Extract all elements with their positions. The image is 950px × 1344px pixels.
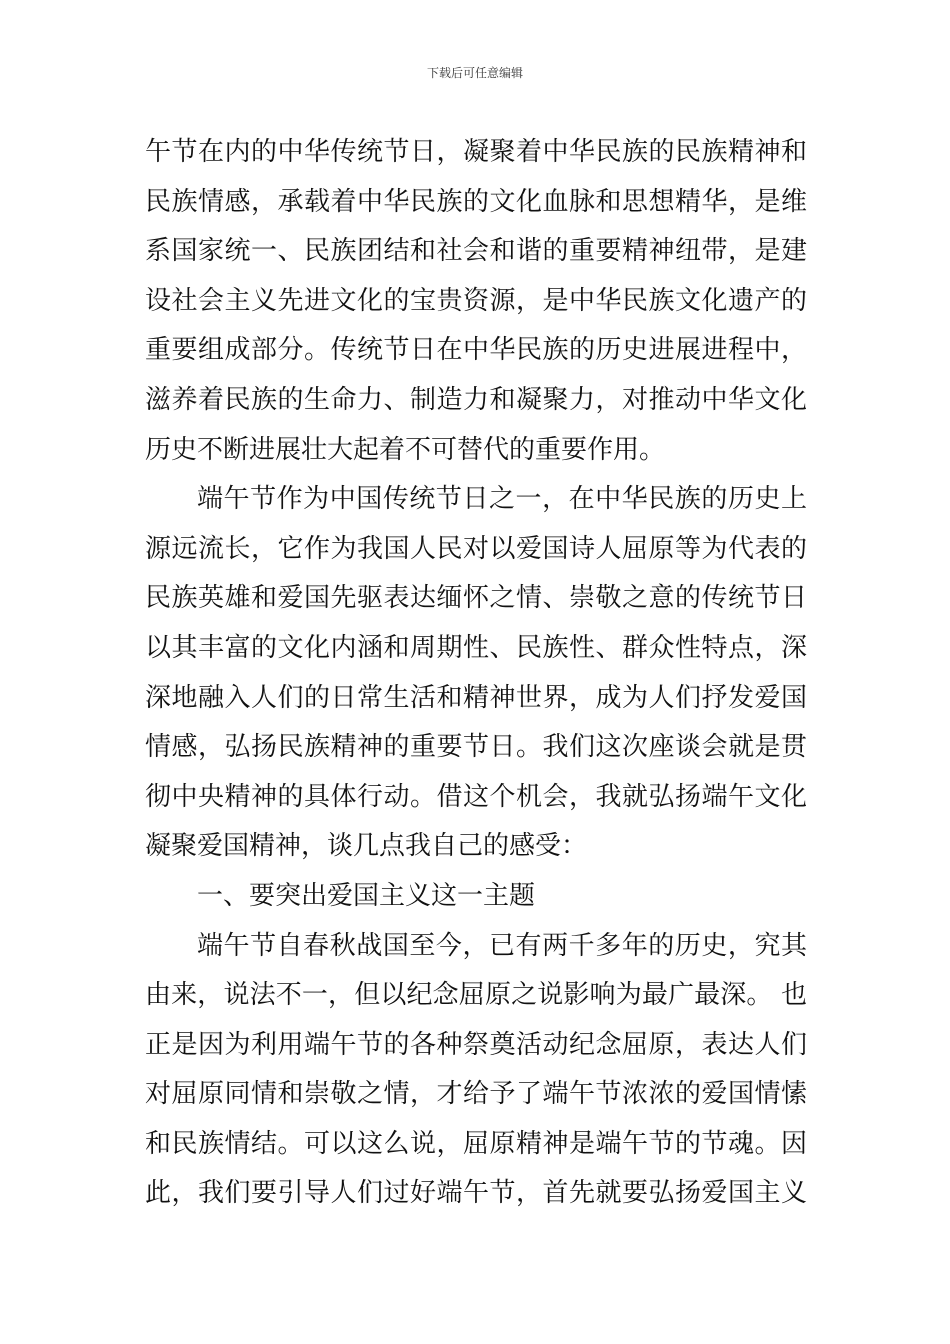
text-line: 正是因为利用端午节的各种祭奠活动纪念屈原，表达人们: [145, 1029, 807, 1060]
text-line: 历史不断进展壮大起着不可替代的重要作用。: [145, 434, 666, 465]
text-line: 端午节自春秋战国至今，已有两千多年的历史，究其: [197, 930, 807, 961]
text-line: 凝聚爱国精神，谈几点我自己的感受：: [145, 831, 588, 862]
heading-line: 一、要突出爱国主义这一主题: [197, 880, 536, 911]
paragraph-1: [145, 128, 807, 475]
text-line: 午节在内的中华传统节日，凝聚着中华民族的民族精神和: [145, 137, 807, 167]
document-body: [145, 128, 807, 1219]
text-line: 源远流长，它作为我国人民对以爱国诗人屈原等为代表的: [145, 533, 807, 564]
text-line: 彻中央精神的具体行动。借这个机会，我就弘扬端午文化: [145, 781, 807, 812]
paragraph-2: [145, 475, 807, 872]
text-line: 由来，说法不一，但以纪念屈原之说影响为最广最深。 也: [145, 980, 807, 1011]
text-line: 民族英雄和爱国先驱表达缅怀之情、崇敬之意的传统节日: [145, 583, 807, 614]
text-line: 滋养着民族的生命力、制造力和凝聚力，对推动中华文化: [145, 384, 807, 415]
text-line: 对屈原同情和崇敬之情，才给予了端午节浓浓的爱国情愫: [145, 1079, 807, 1110]
paragraph-3: [145, 922, 807, 1220]
text-line: 系国家统一、民族团结和社会和谐的重要精神纽带，是建: [145, 236, 807, 267]
page-header: 下载后可任意编辑: [426, 66, 523, 80]
text-line: 深地融入人们的日常生活和精神世界，成为人们抒发爱国: [145, 682, 807, 713]
text-line: 以其丰富的文化内涵和周期性、民族性、群众性特点，深: [145, 632, 807, 663]
text-line: 设社会主义先进文化的宝贵资源，是中华民族文化遗产的: [145, 285, 807, 316]
text-line: 情感，弘扬民族精神的重要节日。我们这次座谈会就是贯: [145, 732, 807, 763]
text-line: 和民族情结。可以这么说，屈原精神是端午节的节魂。因: [145, 1128, 807, 1159]
text-line: 重要组成部分。传统节日在中华民族的历史进展进程中，: [145, 335, 807, 366]
text-line: 端午节作为中国传统节日之一，在中华民族的历史上: [197, 484, 807, 515]
text-line: 此，我们要引导人们过好端午节，首先就要弘扬爱国主义: [145, 1178, 807, 1209]
section-heading: [145, 872, 807, 922]
text-line: 民族情感，承载着中华民族的文化血脉和思想精华，是维: [145, 186, 807, 217]
